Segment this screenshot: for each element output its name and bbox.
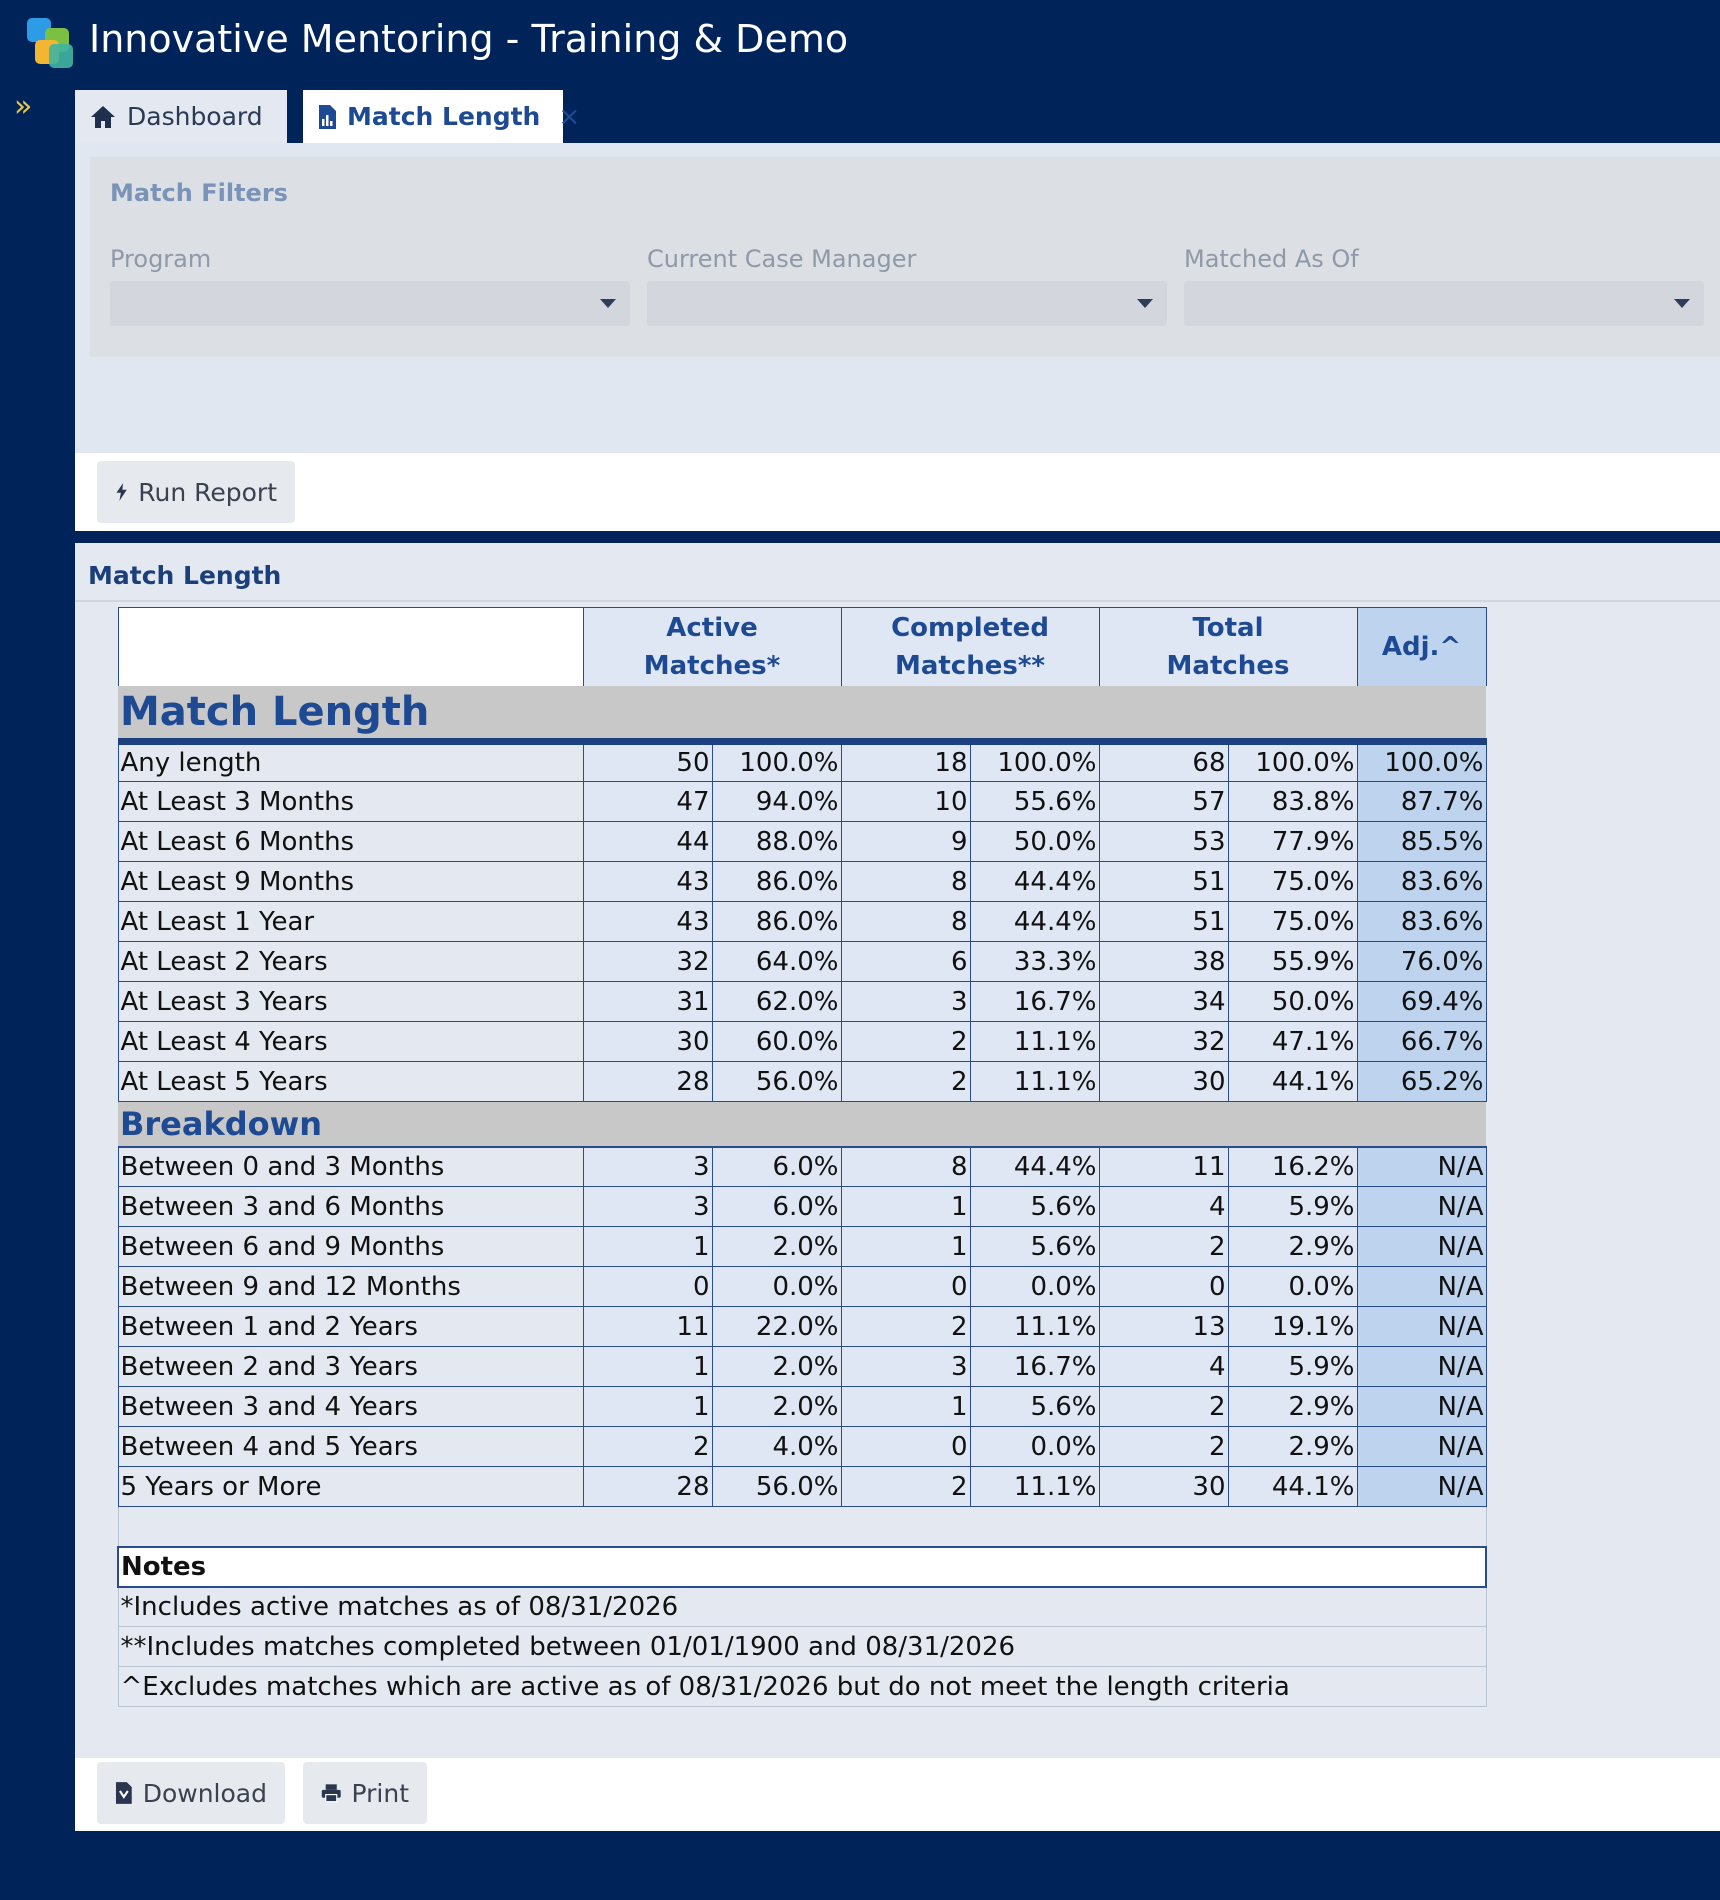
table-row	[118, 1062, 1486, 1102]
cell-active-n: 2	[583, 1427, 712, 1467]
note-row	[118, 1667, 1486, 1707]
run-report-button[interactable]	[97, 461, 295, 523]
table-row	[118, 1347, 1486, 1387]
cell-total-n: 11	[1099, 1147, 1228, 1187]
cell-adj: 69.4%	[1357, 982, 1486, 1022]
cell-adj: 76.0%	[1357, 942, 1486, 982]
cell-active-pct: 62.0%	[712, 982, 841, 1022]
tab-match-length-label: Match Length	[347, 102, 541, 131]
cell-total-pct: 75.0%	[1228, 902, 1357, 942]
cell-active-n: 1	[583, 1347, 712, 1387]
cell-total-n: 57	[1099, 782, 1228, 822]
cell-total-pct: 2.9%	[1228, 1427, 1357, 1467]
table-row	[118, 742, 1486, 782]
cell-total-n: 4	[1099, 1347, 1228, 1387]
cell-adj: N/A	[1357, 1267, 1486, 1307]
tab-dashboard[interactable]	[75, 90, 287, 143]
cell-completed-n: 3	[841, 1347, 970, 1387]
cell-adj: 87.7%	[1357, 782, 1486, 822]
table-row	[118, 942, 1486, 982]
row-label: 5 Years or More	[118, 1467, 583, 1507]
cell-active-pct: 2.0%	[712, 1227, 841, 1267]
cell-completed-pct: 11.1%	[970, 1307, 1099, 1347]
sidebar-expand-icon[interactable]: »	[14, 89, 33, 124]
cell-completed-pct: 55.6%	[970, 782, 1099, 822]
cell-total-pct: 44.1%	[1228, 1467, 1357, 1507]
cell-active-n: 3	[583, 1147, 712, 1187]
row-label: Between 0 and 3 Months	[118, 1147, 583, 1187]
cell-completed-pct: 11.1%	[970, 1467, 1099, 1507]
cell-completed-n: 8	[841, 902, 970, 942]
cell-completed-pct: 11.1%	[970, 1062, 1099, 1102]
cell-total-pct: 75.0%	[1228, 862, 1357, 902]
cell-completed-pct: 16.7%	[970, 982, 1099, 1022]
cell-active-pct: 60.0%	[712, 1022, 841, 1062]
cell-completed-n: 6	[841, 942, 970, 982]
cell-total-pct: 5.9%	[1228, 1347, 1357, 1387]
cell-active-n: 44	[583, 822, 712, 862]
cell-active-n: 28	[583, 1467, 712, 1507]
cell-completed-n: 2	[841, 1307, 970, 1347]
table-row	[118, 1467, 1486, 1507]
cell-adj: 83.6%	[1357, 902, 1486, 942]
cell-completed-n: 8	[841, 1147, 970, 1187]
cell-adj: 65.2%	[1357, 1062, 1486, 1102]
table-row	[118, 822, 1486, 862]
row-label: Between 2 and 3 Years	[118, 1347, 583, 1387]
cell-total-pct: 55.9%	[1228, 942, 1357, 982]
note-text: *Includes active matches as of 08/31/2026	[118, 1587, 1486, 1627]
row-label: At Least 5 Years	[118, 1062, 583, 1102]
download-button[interactable]	[97, 1762, 285, 1824]
cell-total-pct: 19.1%	[1228, 1307, 1357, 1347]
cell-active-n: 1	[583, 1227, 712, 1267]
tab-match-length[interactable]	[303, 90, 581, 143]
note-row	[118, 1587, 1486, 1627]
cell-total-n: 2	[1099, 1387, 1228, 1427]
cell-active-pct: 22.0%	[712, 1307, 841, 1347]
print-button[interactable]	[303, 1762, 427, 1824]
cell-total-n: 4	[1099, 1187, 1228, 1227]
table-row	[118, 1427, 1486, 1467]
cell-completed-pct: 11.1%	[970, 1022, 1099, 1062]
cell-total-n: 53	[1099, 822, 1228, 862]
row-label: Between 3 and 4 Years	[118, 1387, 583, 1427]
header-total-matches: Total Matches	[1099, 608, 1357, 686]
cell-adj: N/A	[1357, 1427, 1486, 1467]
report-panel	[75, 543, 1720, 1758]
cell-total-pct: 44.1%	[1228, 1062, 1357, 1102]
cell-active-pct: 56.0%	[712, 1062, 841, 1102]
cell-total-n: 2	[1099, 1427, 1228, 1467]
download-label: Download	[142, 1778, 267, 1808]
cell-total-n: 2	[1099, 1227, 1228, 1267]
cell-completed-n: 2	[841, 1022, 970, 1062]
cell-completed-n: 10	[841, 782, 970, 822]
header-blank	[118, 608, 583, 686]
cell-adj: N/A	[1357, 1307, 1486, 1347]
cell-adj: N/A	[1357, 1227, 1486, 1267]
report-actions-bar	[75, 1758, 1720, 1831]
cell-active-n: 1	[583, 1387, 712, 1427]
run-report-label: Run Report	[138, 477, 277, 507]
cell-total-n: 13	[1099, 1307, 1228, 1347]
bolt-icon	[115, 479, 128, 505]
cell-total-n: 0	[1099, 1267, 1228, 1307]
note-text: ^Excludes matches which are active as of 08/31/2026 but do not meet the length criteria	[118, 1667, 1486, 1707]
row-label: Between 9 and 12 Months	[118, 1267, 583, 1307]
filters-heading: Match Filters	[110, 179, 288, 207]
cell-adj: N/A	[1357, 1187, 1486, 1227]
cell-active-pct: 6.0%	[712, 1187, 841, 1227]
cell-completed-pct: 50.0%	[970, 822, 1099, 862]
cell-completed-pct: 33.3%	[970, 942, 1099, 982]
cell-active-n: 31	[583, 982, 712, 1022]
notes-header-row	[118, 1547, 1486, 1587]
match-filters-panel	[90, 157, 1720, 357]
note-row	[118, 1627, 1486, 1667]
cell-active-n: 50	[583, 742, 712, 782]
file-download-icon	[115, 1781, 133, 1805]
cell-total-pct: 0.0%	[1228, 1267, 1357, 1307]
table-row	[118, 862, 1486, 902]
cell-completed-pct: 0.0%	[970, 1427, 1099, 1467]
report-file-icon	[317, 104, 337, 130]
divider	[75, 600, 1720, 602]
cell-completed-pct: 16.7%	[970, 1347, 1099, 1387]
cell-adj: N/A	[1357, 1147, 1486, 1187]
cell-completed-n: 3	[841, 982, 970, 1022]
cell-completed-pct: 0.0%	[970, 1267, 1099, 1307]
cell-total-n: 30	[1099, 1467, 1228, 1507]
home-icon	[89, 104, 117, 130]
cell-active-pct: 56.0%	[712, 1467, 841, 1507]
matched-as-of-label: Matched As Of	[1184, 245, 1359, 273]
cell-active-n: 43	[583, 902, 712, 942]
row-label: Between 4 and 5 Years	[118, 1427, 583, 1467]
cell-completed-n: 0	[841, 1267, 970, 1307]
cell-adj: 66.7%	[1357, 1022, 1486, 1062]
cell-total-n: 38	[1099, 942, 1228, 982]
case-manager-label: Current Case Manager	[647, 245, 917, 273]
cell-completed-pct: 44.4%	[970, 902, 1099, 942]
cell-total-pct: 100.0%	[1228, 742, 1357, 782]
cell-completed-n: 8	[841, 862, 970, 902]
cell-total-pct: 83.8%	[1228, 782, 1357, 822]
cell-completed-pct: 44.4%	[970, 862, 1099, 902]
row-label: At Least 2 Years	[118, 942, 583, 982]
chevron-down-icon	[1674, 299, 1690, 308]
cell-active-n: 11	[583, 1307, 712, 1347]
cell-completed-n: 18	[841, 742, 970, 782]
cell-completed-n: 1	[841, 1387, 970, 1427]
table-row	[118, 1227, 1486, 1267]
cell-completed-n: 2	[841, 1062, 970, 1102]
cell-total-pct: 5.9%	[1228, 1187, 1357, 1227]
cell-completed-n: 1	[841, 1187, 970, 1227]
row-label: Between 3 and 6 Months	[118, 1187, 583, 1227]
app-title: Innovative Mentoring - Training & Demo	[89, 17, 849, 61]
cell-total-pct: 2.9%	[1228, 1227, 1357, 1267]
table-row	[118, 1307, 1486, 1347]
matched-as-of-select[interactable]	[1184, 281, 1704, 326]
app-logo-icon	[25, 16, 79, 70]
header-completed-matches: Completed Matches**	[841, 608, 1099, 686]
cell-active-pct: 4.0%	[712, 1427, 841, 1467]
cell-total-n: 32	[1099, 1022, 1228, 1062]
table-row	[118, 1147, 1486, 1187]
cell-adj: N/A	[1357, 1347, 1486, 1387]
cell-total-n: 34	[1099, 982, 1228, 1022]
row-label: At Least 3 Years	[118, 982, 583, 1022]
row-label: Between 6 and 9 Months	[118, 1227, 583, 1267]
cell-active-n: 0	[583, 1267, 712, 1307]
cell-completed-n: 2	[841, 1467, 970, 1507]
close-tab-icon[interactable]: ×	[558, 101, 581, 132]
cell-active-pct: 88.0%	[712, 822, 841, 862]
cell-active-pct: 86.0%	[712, 902, 841, 942]
note-text: **Includes matches completed between 01/01/1900 and 08/31/2026	[118, 1627, 1486, 1667]
program-label: Program	[110, 245, 212, 273]
table-row	[118, 1022, 1486, 1062]
title-bar	[0, 0, 1720, 82]
cell-total-pct: 2.9%	[1228, 1387, 1357, 1427]
cell-completed-pct: 5.6%	[970, 1187, 1099, 1227]
cell-active-pct: 64.0%	[712, 942, 841, 982]
cell-completed-n: 1	[841, 1227, 970, 1267]
cell-completed-pct: 100.0%	[970, 742, 1099, 782]
cell-adj: 85.5%	[1357, 822, 1486, 862]
section-header-breakdown	[118, 1102, 1486, 1147]
cell-active-pct: 6.0%	[712, 1147, 841, 1187]
match-length-table	[117, 607, 1487, 1707]
row-label: Any length	[118, 742, 583, 782]
tab-dashboard-label: Dashboard	[127, 102, 263, 131]
cell-active-pct: 2.0%	[712, 1387, 841, 1427]
cell-completed-n: 0	[841, 1427, 970, 1467]
table-row	[118, 902, 1486, 942]
cell-total-pct: 47.1%	[1228, 1022, 1357, 1062]
cell-completed-pct: 5.6%	[970, 1387, 1099, 1427]
row-label: Between 1 and 2 Years	[118, 1307, 583, 1347]
cell-active-pct: 2.0%	[712, 1347, 841, 1387]
section-title: Match Length	[118, 686, 1486, 742]
cell-completed-pct: 5.6%	[970, 1227, 1099, 1267]
report-divider	[75, 531, 1720, 543]
cell-active-n: 32	[583, 942, 712, 982]
printer-icon	[321, 1781, 341, 1805]
cell-total-pct: 16.2%	[1228, 1147, 1357, 1187]
table-row	[118, 1187, 1486, 1227]
row-label: At Least 4 Years	[118, 1022, 583, 1062]
main-content	[75, 143, 1720, 1831]
cell-adj: 100.0%	[1357, 742, 1486, 782]
cell-active-n: 28	[583, 1062, 712, 1102]
row-label: At Least 1 Year	[118, 902, 583, 942]
header-active-matches: Active Matches*	[583, 608, 841, 686]
report-title: Match Length	[88, 561, 282, 590]
cell-active-n: 30	[583, 1022, 712, 1062]
cell-active-n: 47	[583, 782, 712, 822]
table-row	[118, 1267, 1486, 1307]
cell-completed-n: 9	[841, 822, 970, 862]
spacer-row	[118, 1507, 1486, 1547]
table-row	[118, 782, 1486, 822]
header-adj: Adj.^	[1357, 608, 1486, 686]
row-label: At Least 9 Months	[118, 862, 583, 902]
cell-active-pct: 0.0%	[712, 1267, 841, 1307]
cell-total-n: 51	[1099, 902, 1228, 942]
chevron-down-icon	[1137, 299, 1153, 308]
cell-adj: 83.6%	[1357, 862, 1486, 902]
cell-total-pct: 77.9%	[1228, 822, 1357, 862]
cell-total-n: 68	[1099, 742, 1228, 782]
table-row	[118, 1387, 1486, 1427]
section-header-match-length	[118, 686, 1486, 742]
cell-total-n: 30	[1099, 1062, 1228, 1102]
cell-total-n: 51	[1099, 862, 1228, 902]
row-label: At Least 3 Months	[118, 782, 583, 822]
cell-active-pct: 94.0%	[712, 782, 841, 822]
chevron-down-icon	[600, 299, 616, 308]
section-title: Breakdown	[118, 1102, 1486, 1147]
cell-adj: N/A	[1357, 1467, 1486, 1507]
cell-adj: N/A	[1357, 1387, 1486, 1427]
row-label: At Least 6 Months	[118, 822, 583, 862]
case-manager-select[interactable]	[647, 281, 1167, 326]
table-row	[118, 982, 1486, 1022]
notes-heading: Notes	[118, 1547, 1486, 1587]
cell-active-n: 43	[583, 862, 712, 902]
cell-active-n: 3	[583, 1187, 712, 1227]
program-select[interactable]	[110, 281, 630, 326]
print-label: Print	[351, 1778, 409, 1808]
cell-active-pct: 100.0%	[712, 742, 841, 782]
cell-completed-pct: 44.4%	[970, 1147, 1099, 1187]
run-report-bar	[75, 453, 1720, 531]
cell-total-pct: 50.0%	[1228, 982, 1357, 1022]
spacer-cell	[118, 1507, 1486, 1547]
cell-active-pct: 86.0%	[712, 862, 841, 902]
